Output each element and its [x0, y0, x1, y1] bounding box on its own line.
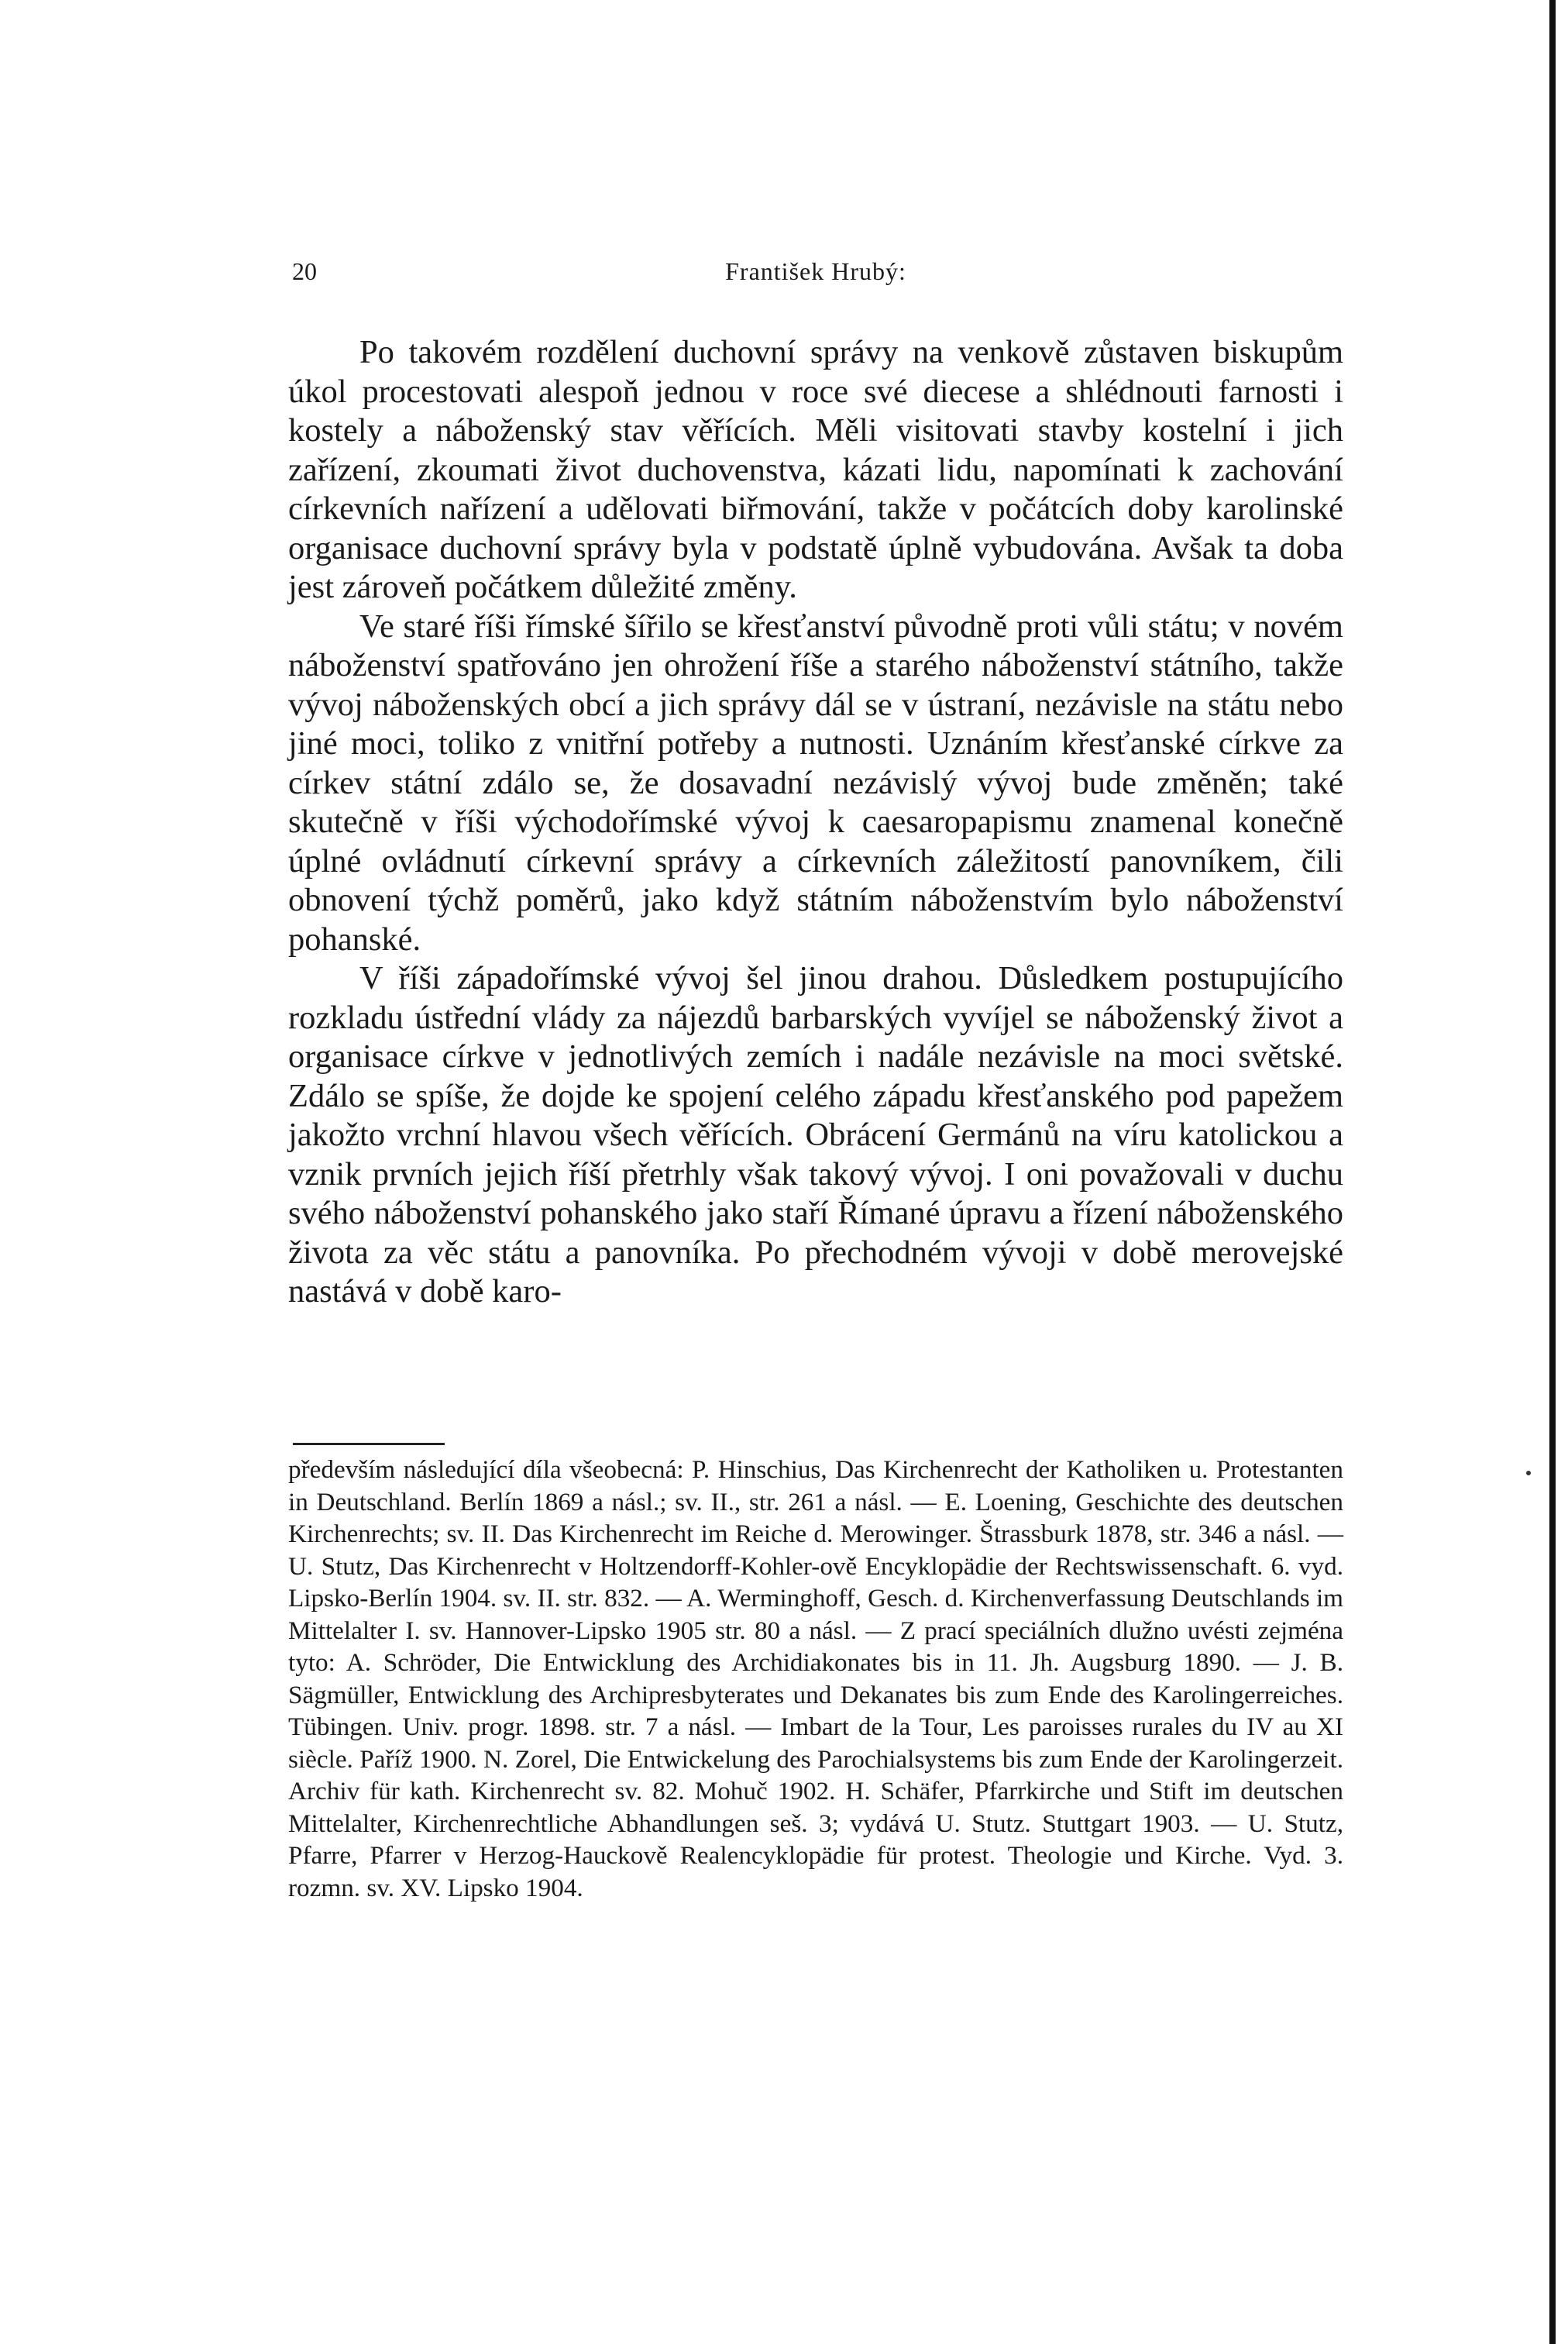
page-header: [292, 257, 1339, 301]
paragraph-3: V říši západořímské vývoj šel jinou drahou. Důsledkem postupujícího rozkladu ústřední vlády za nájezdů barbarských vyvíjel se náboženský život a organisace církve v jednotlivých zemích i nadále nezávisle na moci světské. Zdálo se spíše, že dojde ke spojení celého západu křesťanského pod papežem jakožto vrchní hlavou všech věřících. Obrácení Germánů na víru katolickou a vznik prvních jejich říší přetrhly však takový vývoj. I oni považovali v duchu svého náboženství pohanského jako staří Římané úpravu a řízení náboženského života za věc státu a panovníka. Po přechodném vývoji v době merovejské nastává v době karo-: [288, 960, 1343, 1310]
footnote-block: [288, 1454, 1343, 1904]
paragraph-1: Po takovém rozdělení duchovní správy na venkově zůstaven biskupům úkol procestovati alespoň jednou v roce své diecese a shlédnouti farnosti i kostely a náboženský stav věřících. Měli visitovati stavby kostelní i jich zařízení, zkoumati život duchovenstva, kázati lidu, napomínati k zachování církevních nařízení a udělovati biřmování, takže v počátcích doby karolinské organisace duchovní správy byla v podstatě úplně vybudována. Avšak ta doba jest zároveň počátkem důležité změny.: [288, 334, 1343, 605]
running-head-author: František Hrubý:: [725, 257, 906, 285]
page-number: 20: [292, 257, 317, 285]
scan-border-right: [1549, 0, 1556, 2344]
paragraph-2: Ve staré říši římské šířilo se křesťanství původně proti vůli státu; v novém náboženství spatřováno jen ohrožení říše a starého náboženství státního, takže vývoj náboženských obcí a jich správy dál se v ústraní, nezávisle na státu nebo jiné moci, toliko z vnitřní potřeby a nutnosti. Uznáním křesťanské církve za církev státní zdálo se, že dosavadní nezávislý vývoj bude změněn; také skutečně v říši východořímské vývoj k caesaropapismu znamenal konečně úplné ovládnutí církevní správy a církevních záležitostí panovníkem, čili obnovení týchž poměrů, jako když státním náboženstvím bylo náboženství pohanské.: [288, 608, 1343, 958]
footnote-text: především následující díla všeobecná: P. Hinschius, Das Kirchenrecht der Katholiken u. Protestanten in Deutschland. Berlín 1869 a násl.; sv. II., str. 261 a násl. — E. Loening, Geschichte des deutschen Kirchenrechts; sv. II. Das Kirchenrecht im Reiche d. Merowinger. Štrassburk 1878, str. 346 a násl. — U. Stutz, Das Kirchenrecht v Holtzendorff-Kohler-ově Encyklopädie der Rechtswissenschaft. 6. vyd. Lipsko-Berlín 1904. sv. II. str. 832. — A. Werminghoff, Gesch. d. Kirchenverfassung Deutschlands im Mittelalter I. sv. Hannover-Lipsko 1905 str. 80 a násl. — Z prací speciálních dlužno uvésti zejména tyto: A. Schröder, Die Entwicklung des Archidiakonates bis in 11. Jh. Augsburg 1890. — J. B. Sägmüller, Entwicklung des Archipresbyterates und Dekanates bis zum Ende des Karolingerreiches. Tübingen. Univ. progr. 1898. str. 7 a násl. — Imbart de la Tour, Les paroisses rurales du IV au XI siècle. Paříž 1900. N. Zorel, Die Entwickelung des Parochialsystems bis zum Ende der Karolingerzeit. Archiv für kath. Kirchenrecht sv. 82. Mohuč 1902. H. Schäfer, Pfarrkirche und Stift im deutschen Mittelalter, Kirchenrechtliche Abhandlungen seš. 3; vydává U. Stutz. Stuttgart 1903. — U. Stutz, Pfarre, Pfarrer v Herzog-Hauckově Realencyklopädie für protest. Theologie und Kirche. Vyd. 3. rozmn. sv. XV. Lipsko 1904.: [288, 1455, 1343, 1902]
margin-dot-mark: [1526, 1471, 1531, 1475]
main-body-text: [288, 333, 1343, 1312]
footnote-separator-rule: [293, 1443, 445, 1445]
